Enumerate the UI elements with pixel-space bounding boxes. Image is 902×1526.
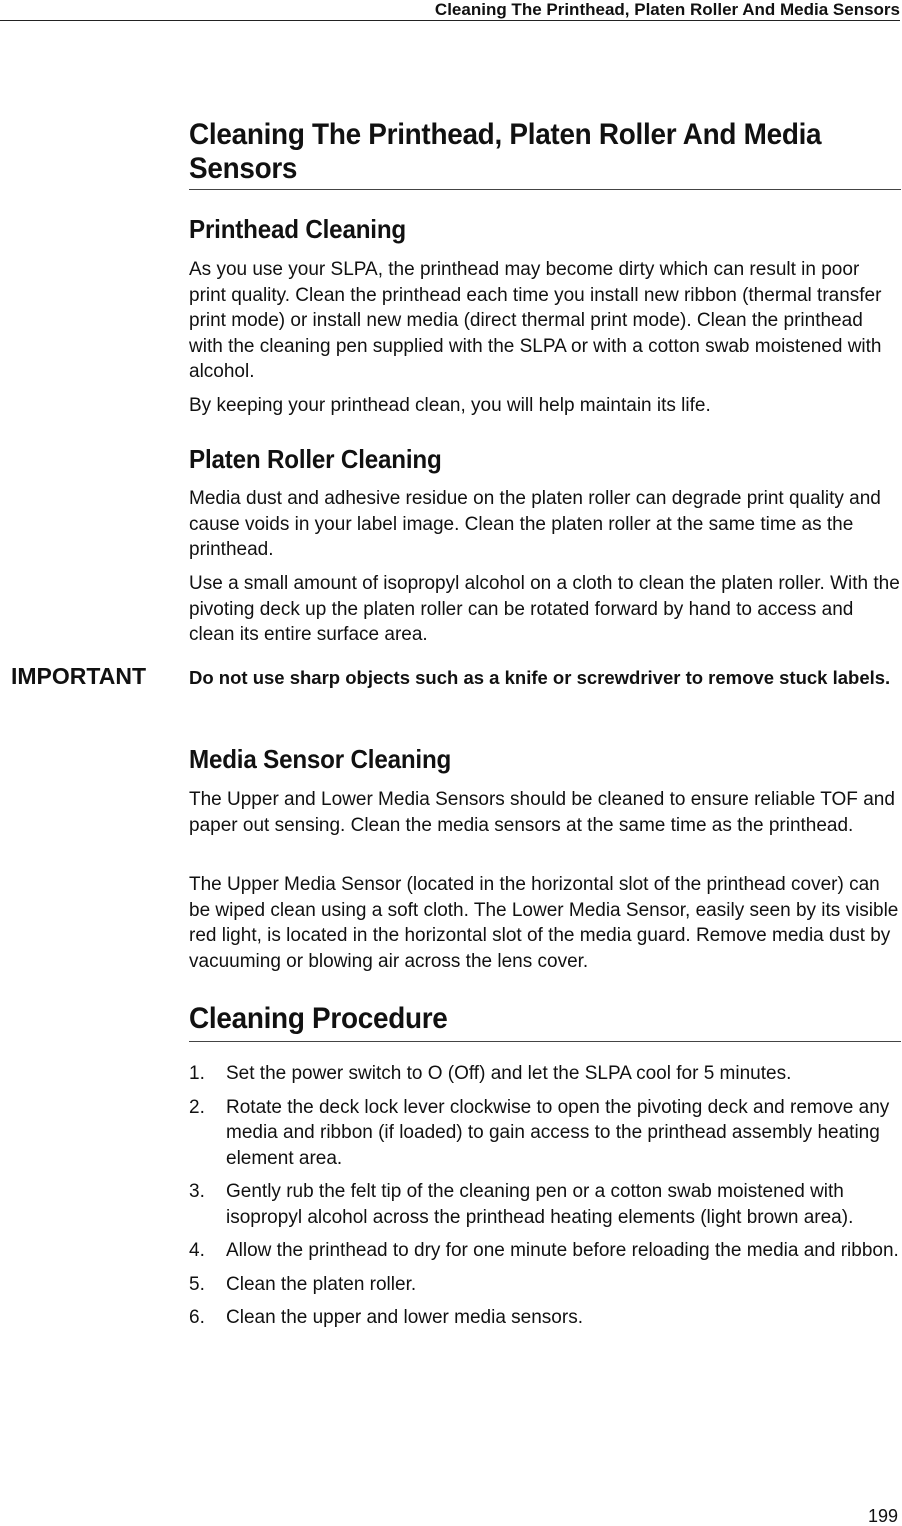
step-number: 6. <box>189 1307 205 1328</box>
cleaning-procedure-heading: Cleaning Procedure <box>189 1002 448 1035</box>
platen-paragraph-2: Use a small amount of isopropyl alcohol on a cloth to clean the platen roller. With the pivoting deck up the platen roller can be rotated forward by hand to access and clean its entire surface area. <box>189 573 900 645</box>
procedure-step <box>189 1095 901 1172</box>
procedure-step <box>189 1238 901 1264</box>
media-sensor-paragraph-1: The Upper and Lower Media Sensors should be cleaned to ensure reliable TOF and paper out sensing. Clean the media sensors at the same time as the printhead. <box>189 789 895 836</box>
page-number: 199 <box>867 1506 898 1526</box>
step-text: Set the power switch to O (Off) and let the SLPA cool for 5 minutes. <box>226 1063 792 1084</box>
media-sensor-cleaning-heading: Media Sensor Cleaning <box>189 744 452 774</box>
step-text: Allow the printhead to dry for one minute before reloading the media and ribbon. <box>226 1240 899 1261</box>
step-number: 3. <box>189 1181 205 1202</box>
media-sensor-paragraph-2: The Upper Media Sensor (located in the horizontal slot of the printhead cover) can be wiped clean using a soft cloth. The Lower Media Sensor, easily seen by its visible red light, is located in the horizontal slot of the media guard. Remove media dust by vacuuming or blowing air across the lens cover. <box>189 874 899 972</box>
printhead-cleaning-heading: Printhead Cleaning <box>189 214 406 244</box>
procedure-step <box>189 1272 901 1298</box>
step-number: 5. <box>189 1273 205 1295</box>
important-note: Do not use sharp objects such as a knife or screwdriver to remove stuck labels. <box>189 667 891 688</box>
procedure-step <box>189 1305 901 1331</box>
step-number: 2. <box>189 1096 205 1118</box>
running-header: Cleaning The Printhead, Platen Roller And Media Sensors <box>0 0 900 21</box>
platen-paragraph-1: Media dust and adhesive residue on the platen roller can degrade print quality and cause voids in your label image. Clean the platen roller at the same time as the printhead. <box>189 488 881 560</box>
page-title: Cleaning The Printhead, Platen Roller And Media Sensors <box>189 118 822 185</box>
printhead-paragraph-2: By keeping your printhead clean, you will help maintain its life. <box>189 395 711 416</box>
procedure-rule <box>189 1041 901 1042</box>
platen-roller-cleaning-heading: Platen Roller Cleaning <box>189 444 442 474</box>
printhead-paragraph-1: As you use your SLPA, the printhead may become dirty which can result in poor print quality. Clean the printhead each time you install new ribbon (thermal transfer print mode) or install new media (direct thermal print mode). Clean the printhead with the cleaning pen supplied with the SLPA or with a cotton swab moistened with alcohol. <box>189 259 882 382</box>
procedure-step <box>189 1061 901 1087</box>
step-text: Clean the upper and lower media sensors. <box>226 1307 583 1328</box>
procedure-steps <box>189 1061 901 1339</box>
important-label: IMPORTANT <box>11 663 147 689</box>
step-text: Clean the platen roller. <box>226 1273 417 1295</box>
step-text: Gently rub the felt tip of the cleaning pen or a cotton swab moistened with isopropyl alcohol across the printhead heating elements (light brown area). <box>226 1181 854 1228</box>
step-number: 4. <box>189 1240 205 1261</box>
procedure-step <box>189 1179 901 1230</box>
step-number: 1. <box>189 1063 205 1084</box>
step-text: Rotate the deck lock lever clockwise to open the pivoting deck and remove any media and ribbon (if loaded) to gain access to the printhead assembly heating element area. <box>226 1096 890 1169</box>
title-rule <box>189 189 901 190</box>
